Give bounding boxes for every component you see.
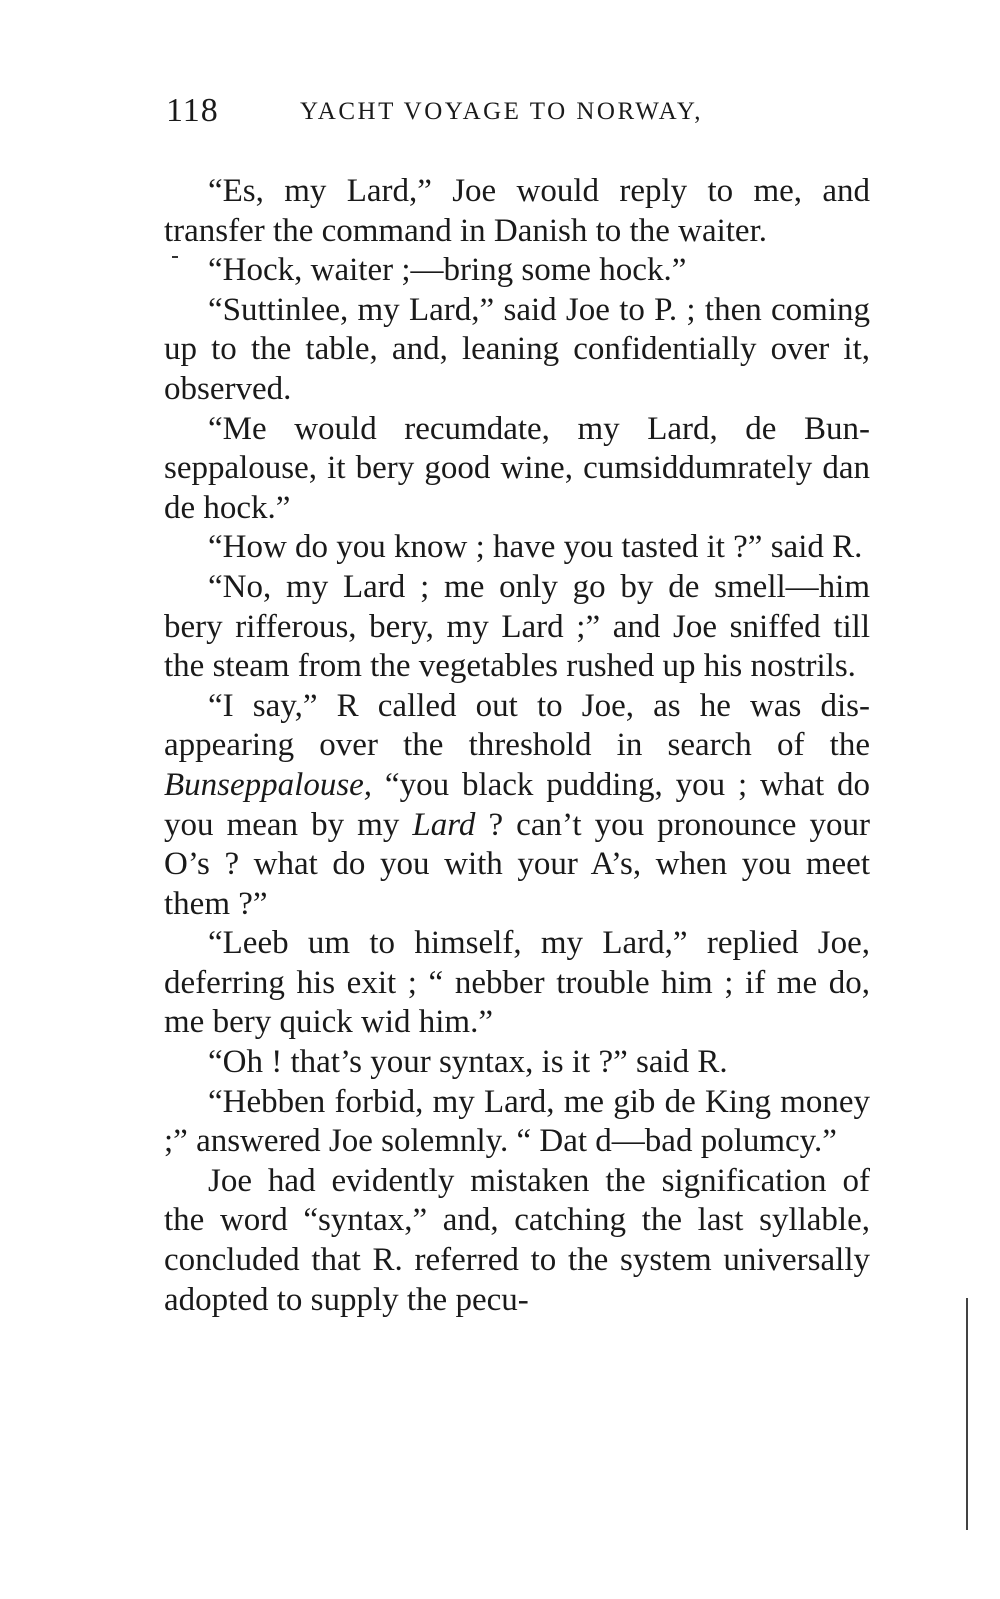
page-number: 118 (166, 92, 219, 129)
paragraph: “Es, my Lard,” Joe would reply to me, and transfer the command in Danish to the waiter. (164, 173, 870, 249)
paragraph: “Leeb um to himself, my Lard,” replied Joe, deferring his exit ; “ nebber trouble him ; if me do, me bery quick wid him.” (164, 925, 870, 1041)
paragraph: “Oh ! that’s your syntax, is it ?” said R. (208, 1044, 728, 1081)
running-head (166, 92, 866, 132)
paragraph-text: “you black pudding, you ; what do you mean by my (164, 766, 870, 843)
paragraph: “Suttinlee, my Lard,” said Joe to P. ; then coming up to the table, and, leaning confidentially over it, observed. (164, 291, 870, 407)
paragraph: “Hock, waiter ;—bring some hock.” (208, 252, 687, 289)
body-text (164, 172, 870, 1320)
running-title: YACHT VOYAGE TO NORWAY, (300, 98, 703, 125)
paragraph: “How do you know ; have you tasted it ?” said R. (208, 529, 863, 566)
margin-rule (966, 1298, 968, 1530)
paragraph-text: ? can’t you pronounce your O’s ? what do you with your A’s, when you meet them ?” (164, 806, 870, 922)
paragraph: “Hebben forbid, my Lard, me gib de King money ;” answered Joe solemnly. “ Dat d—bad polumcy.” (164, 1083, 870, 1160)
paragraph: “No, my Lard ; me only go by de smell—him bery rifferous, bery, my Lard ;” and Joe sniffed till the steam from the vegetables rushed up his nostrils. (164, 568, 870, 685)
italic-term: Lard (412, 806, 476, 843)
paragraph: “Me would recumdate, my Lard, de Bunseppalouse, it bery good wine, cumsiddumrately dan de hock.” (164, 410, 870, 526)
paragraph: Joe had evidently mistaken the signification of the word “syntax,” and, catching the last syllable, concluded that R. referred to the system universally adopted to supply the pecu- (164, 1162, 870, 1318)
paragraph-text: “I say,” R called out to Joe, as he was disappearing over the threshold in search of the (164, 687, 870, 764)
paragraph (164, 687, 870, 925)
italic-term: Bunseppalouse, (164, 766, 373, 803)
